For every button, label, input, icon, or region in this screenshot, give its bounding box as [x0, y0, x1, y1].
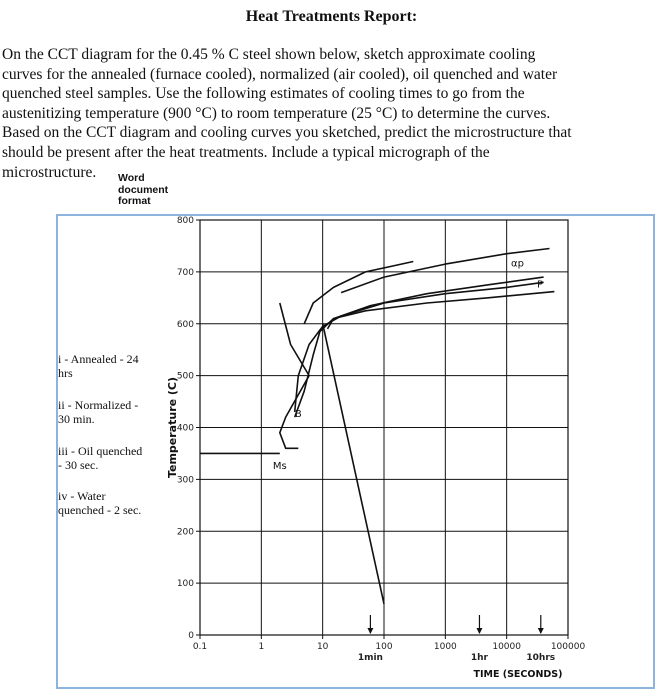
x-tick-label: 10000	[492, 642, 521, 652]
legend-line: hrs	[58, 366, 73, 380]
y-tick-label: 200	[176, 527, 194, 538]
y-tick-label: 0	[188, 631, 194, 641]
report-title: Heat Treatments Report:	[245, 8, 418, 25]
legend-line: iv - Water	[58, 489, 106, 503]
y-tick-label: 800	[176, 216, 194, 226]
y-tick-label: 700	[176, 267, 194, 278]
paragraph-line: Based on the CCT diagram and cooling curves you sketched, predict the microstructure that	[2, 124, 572, 142]
y-axis-label: Temperature (C)	[166, 376, 179, 479]
y-tick-label: 500	[176, 371, 194, 382]
x-tick-label: 100000	[550, 642, 586, 652]
paragraph-line: quenched steel samples. Use the following estimates of cooling times to go from the	[2, 85, 525, 103]
region-label: Ms	[272, 461, 287, 472]
y-tick-label: 600	[176, 319, 194, 330]
paragraph-line: should be present after the heat treatments. Include a typical micrograph of the	[2, 143, 490, 161]
time-marker-arrowhead	[476, 628, 482, 634]
legend-line: - 30 sec.	[58, 458, 99, 472]
legend-line: i - Annealed - 24	[58, 352, 139, 366]
annotation-line: document	[118, 183, 169, 196]
time-marker-label: 10hrs	[526, 653, 556, 663]
cct-curve-nose-upper	[304, 262, 413, 324]
annotation-line: Word	[118, 172, 145, 184]
x-tick-label: 100	[375, 642, 393, 652]
paragraph-line: curves for the annealed (furnace cooled), normalized (air cooled), oil quenched and water	[2, 65, 558, 83]
y-tick-label: 300	[176, 475, 194, 486]
y-tick-label: 100	[176, 579, 194, 590]
legend-line: iii - Oil quenched	[58, 444, 143, 458]
legend-line: ii - Normalized -	[58, 398, 139, 412]
paragraph-line: On the CCT diagram for the 0.45 % C steel shown below, sketch approximate cooling	[2, 46, 536, 63]
paragraph-line: microstructure.	[2, 163, 97, 181]
x-tick-label: 1000	[433, 642, 457, 652]
x-tick-label: 1	[258, 642, 265, 652]
annotation-line: format	[118, 195, 151, 207]
time-marker-arrowhead	[538, 628, 544, 634]
x-tick-label: 0.1	[192, 642, 208, 652]
paragraph-line: austenitizing temperature (900 °C) to room temperature (25 °C) to determine the curves.	[2, 104, 551, 122]
time-marker-label: 1min	[357, 653, 383, 663]
time-marker-arrowhead	[367, 628, 373, 634]
cct-curve-cooling-limit	[323, 324, 384, 604]
region-label: P	[537, 279, 544, 291]
y-tick-label: 400	[176, 423, 194, 434]
region-label: B	[294, 409, 302, 421]
x-axis-label: TIME (SECONDS)	[473, 669, 563, 680]
legend-line: 30 min.	[58, 412, 95, 426]
legend-line: quenched - 2 sec.	[58, 503, 142, 517]
x-tick-label: 10	[316, 642, 329, 652]
region-label: αp	[510, 258, 524, 270]
time-marker-label: 1hr	[470, 653, 489, 663]
